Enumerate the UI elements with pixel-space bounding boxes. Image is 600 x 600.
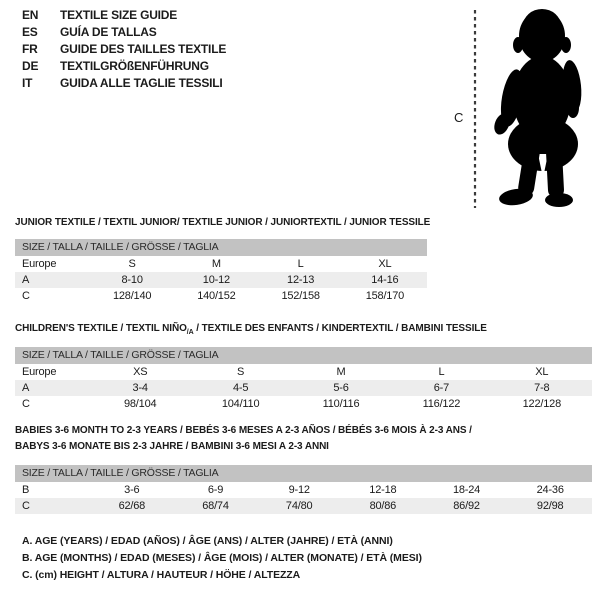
- table-cell: 12-18: [369, 484, 397, 496]
- row-label: Europe: [22, 366, 57, 378]
- lang-row-it: [22, 75, 226, 92]
- table-row-europe: [15, 364, 592, 380]
- table-row-height: [15, 288, 427, 304]
- row-label: A: [22, 274, 30, 286]
- table-cell: 68/74: [202, 500, 229, 512]
- lang-row-de: [22, 58, 226, 75]
- junior-table: [15, 239, 427, 304]
- lang-row-en: [22, 7, 226, 24]
- table-cell: M: [211, 258, 221, 270]
- row-label: A: [22, 382, 30, 394]
- table-row-height: [15, 396, 592, 412]
- row-label: C: [22, 398, 30, 410]
- table-cell: 92/98: [536, 500, 564, 512]
- lang-label: GUÍA DE TALLAS: [60, 25, 157, 39]
- table-cell: 86/92: [453, 500, 480, 512]
- table-cell: 7-8: [534, 382, 550, 394]
- lang-code: ES: [22, 25, 38, 39]
- table-cell: 122/128: [522, 398, 562, 410]
- table-cell: 8-10: [121, 274, 143, 286]
- table-cell: 3-4: [132, 382, 148, 394]
- size-header-bar: SIZE / TALLA / TAILLE / GRÖSSE / TAGLIA: [15, 347, 592, 364]
- table-cell: XS: [133, 366, 148, 378]
- table-cell: 18-24: [452, 484, 481, 496]
- title-line-1: BABIES 3-6 MONTH TO 2-3 YEARS / BEBÉS 3-6 MESES A 2-3 AÑOS / BÉBÉS 3-6 MOIS À 2-3 ANS /: [15, 425, 472, 436]
- lang-row-fr: [22, 41, 226, 58]
- legend-line-a: A. AGE (YEARS) / EDAD (AÑOS) / ÂGE (ANS) / ALTER (JAHRE) / ETÀ (ANNI): [22, 535, 393, 547]
- size-header-bar: SIZE / TALLA / TAILLE / GRÖSSE / TAGLIA: [15, 465, 592, 482]
- table-row-age: [15, 380, 592, 396]
- lang-label: GUIDE DES TAILLES TEXTILE: [60, 42, 227, 56]
- table-cell: 3-6: [124, 484, 140, 496]
- table-cell: 158/170: [365, 290, 405, 302]
- table-cell: 4-5: [232, 382, 249, 394]
- title-line-2: BABYS 3-6 MONATE BIS 2-3 JAHRE / BAMBINI 3-6 MESI A 2-3 ANNI: [15, 441, 329, 452]
- table-cell: S: [128, 258, 136, 270]
- table-cell: 14-16: [371, 274, 399, 286]
- table-cell: 110/116: [322, 398, 360, 410]
- row-label: C: [22, 500, 30, 512]
- table-cell: L: [297, 258, 304, 270]
- junior-table-title: JUNIOR TEXTILE / TEXTIL JUNIOR/ TEXTILE JUNIOR / JUNIORTEXTIL / JUNIOR TESSILE: [15, 217, 431, 228]
- title-part: / TEXTILE DES ENFANTS / KINDERTEXTIL / BAMBINI TESSILE: [193, 323, 487, 334]
- legend-block: [22, 533, 422, 584]
- babies-table: [15, 465, 592, 514]
- legend-line-b: B. AGE (MONTHS) / EDAD (MESES) / ÂGE (MOIS) / ALTER (MONATE) / ETÀ (MESI): [22, 552, 422, 564]
- table-cell: S: [237, 366, 245, 378]
- table-row-age-months: [15, 482, 592, 498]
- lang-label: TEXTILGRÖßENFÜHRUNG: [60, 59, 209, 73]
- babies-table-title: [15, 423, 472, 455]
- table-cell: 10-12: [202, 274, 230, 286]
- table-cell: 116/122: [422, 398, 461, 410]
- children-table-title: [15, 321, 487, 341]
- title-part: CHILDREN'S TEXTILE / TEXTIL NIÑO: [15, 323, 187, 334]
- lang-code: DE: [22, 59, 39, 73]
- language-title-block: [22, 7, 226, 92]
- table-cell: L: [438, 366, 445, 378]
- table-row-height: [15, 498, 592, 514]
- table-cell: 128/140: [112, 290, 152, 302]
- children-table: [15, 347, 592, 412]
- row-label: C: [22, 290, 30, 302]
- table-cell: 5-6: [333, 382, 349, 394]
- table-cell: 98/104: [123, 398, 157, 410]
- lang-code: FR: [22, 42, 38, 56]
- table-cell: 104/110: [221, 398, 260, 410]
- table-cell: 74/80: [285, 500, 313, 512]
- table-cell: 152/158: [281, 290, 320, 302]
- table-cell: M: [336, 366, 346, 378]
- row-label: Europe: [22, 258, 57, 270]
- table-row-age: [15, 272, 427, 288]
- lang-row-es: [22, 24, 226, 41]
- table-cell: XL: [535, 366, 549, 378]
- lang-label: TEXTILE SIZE GUIDE: [60, 8, 178, 22]
- lang-code: EN: [22, 8, 39, 22]
- table-cell: 62/68: [118, 500, 146, 512]
- table-cell: 9-12: [288, 484, 310, 496]
- table-cell: 6-7: [433, 382, 450, 394]
- row-label: B: [22, 484, 30, 496]
- table-cell: XL: [378, 258, 392, 270]
- table-row-europe: [15, 256, 427, 272]
- table-cell: 12-13: [287, 274, 315, 286]
- height-label-c: C: [454, 110, 464, 125]
- table-cell: 80/86: [369, 500, 397, 512]
- height-measure-figure: [440, 0, 600, 215]
- lang-code: IT: [22, 76, 33, 90]
- lang-label: GUIDA ALLE TAGLIE TESSILI: [60, 76, 223, 90]
- table-cell: 140/152: [197, 290, 236, 302]
- table-cell: 24-36: [536, 484, 564, 496]
- title-subscript: /A: [186, 329, 194, 336]
- legend-line-c: C. (cm) HEIGHT / ALTURA / HAUTEUR / HÖHE / ALTEZZA: [22, 569, 301, 581]
- baby-silhouette: [491, 9, 583, 207]
- table-cell: 6-9: [207, 484, 224, 496]
- size-header-bar: SIZE / TALLA / TAILLE / GRÖSSE / TAGLIA: [15, 239, 427, 256]
